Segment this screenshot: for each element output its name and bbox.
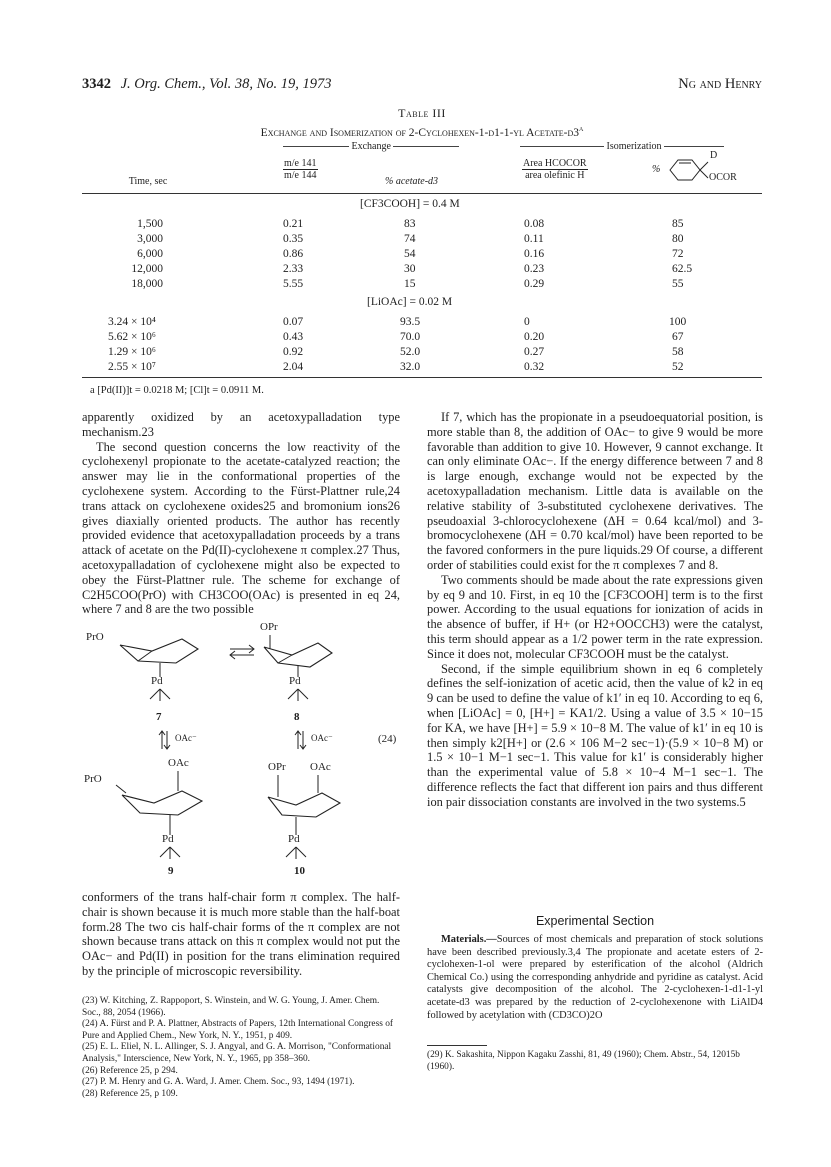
table-cell: 93.5 — [400, 316, 421, 328]
table-cell: 1.29 × 10⁶ — [108, 346, 156, 358]
table-cell: 5.55 — [283, 278, 304, 290]
references-left — [82, 996, 400, 1100]
ratio-numerator: m/e 141 — [284, 158, 317, 169]
running-header — [82, 76, 762, 96]
right-column — [427, 410, 763, 810]
table-cell: 80 — [672, 233, 684, 245]
table-cell: 52 — [672, 361, 684, 373]
scheme-label-oac-minus-left: OAc⁻ — [175, 733, 197, 743]
table-title-footnote-mark: a — [578, 124, 584, 133]
compound-label-7: 7 — [156, 711, 162, 723]
ratio-denominator: m/e 144 — [284, 170, 317, 181]
table-cell: 3.24 × 10⁴ — [108, 316, 156, 328]
paragraph: If 7, which has the propionate in a pseudoequatorial position, is more stable than 8, the addition of OAc− to give 9 would be more favorable than addition to give 10. However, 9 cannot exchange. It can only eliminate OAc−. If the energy difference between 7 and 8 is large enough, exchange would not be expected by the acetoxypalladation mechanism. Little data is available on the relative stability of 3-substituted cyclohexene derivatives. The pseudoaxial 3-chlorocyclohexene (ΔH = 0.64 kcal/mol) and 3-bromocyclohexene (ΔH = 0.70 kcal/mol) have been reported to be the favored conformers in the pure liquids.29 Of course, a different order of stabilities could exist for the π complexes 7 and 8. — [427, 410, 763, 572]
col-header-ratio — [283, 158, 318, 181]
table-cell: 67 — [672, 331, 684, 343]
experimental-materials — [427, 934, 763, 1022]
table-bottom-rule — [82, 377, 762, 378]
table-cell: 0.32 — [524, 361, 545, 373]
table-cell: 0 — [524, 316, 530, 328]
group-rule — [664, 146, 724, 147]
section-heading-experimental: Experimental Section — [535, 914, 655, 928]
scheme-label-pd8: Pd — [289, 675, 301, 687]
reaction-scheme-24 — [82, 621, 400, 883]
paragraph: Two comments should be made about the rate expressions given by eq 9 and 10. First, in eq 10 the [CF3COOH] term is to the first power. According to the usual equations for ionization of acids in the absence of buffer, if H+ (or H2+OOCCH3) were the catalyst, this term should appear as a 1/2 power term in the rate expression. Since it does not, molecular CF3COOH must be the catalyst. — [427, 572, 763, 661]
reference: (26) Reference 25, p 294. — [82, 1065, 178, 1076]
table-cell: 0.07 — [283, 316, 304, 328]
reference: (28) Reference 25, p 109. — [82, 1088, 178, 1099]
table-cell: 0.11 — [524, 233, 544, 245]
scheme-label-pro9: PrO — [84, 773, 102, 785]
table-title-text: Exchange and Isomerization of 2-Cyclohexen-1-d1-1-yl Acetate-d3 — [260, 126, 579, 139]
reference: (23) W. Kitching, Z. Rappoport, S. Winstein, and W. G. Young, J. Amer. Chem. Soc., 88, 2054 (1966). — [82, 996, 380, 1018]
left-column-bottom — [82, 890, 400, 979]
col-header-acetate: % acetate-d3 — [385, 176, 439, 187]
table-cell: 0.43 — [283, 331, 304, 343]
page-number: 3342 — [82, 76, 111, 92]
table-number: Table III — [398, 106, 446, 120]
deuterium-label: D — [710, 150, 718, 161]
group-rule — [520, 146, 604, 147]
table-cell: 12,000 — [131, 263, 163, 275]
table-cell: 0.27 — [524, 346, 545, 358]
table-cell: 54 — [404, 248, 416, 260]
col-header-time: Time, sec — [128, 176, 168, 187]
compound-label-10: 10 — [294, 865, 305, 877]
journal-citation: J. Org. Chem., Vol. 38, No. 19, 1973 — [120, 76, 332, 92]
table-cell: 1,500 — [137, 218, 163, 230]
scheme-label-opr10: OPr — [268, 761, 286, 773]
scheme-label-opr: OPr — [260, 621, 278, 633]
run-in-heading: Materials.— — [441, 934, 497, 945]
table-cell: 0.23 — [524, 263, 545, 275]
scheme-label-oac-minus-right: OAc⁻ — [311, 733, 333, 743]
table-cell: 0.20 — [524, 331, 545, 343]
scheme-label-oac10: OAc — [310, 761, 331, 773]
paragraph: conformers of the trans half-chair form π complex. The half-chair is shown because it is much more stable than the half-boat form.28 The two cis half-chair forms of the π complex are not shown because trans attack on this π complex would not put the OAc− and Pd(II) in position for the trans elimination required by the principle of microscopic reversibility. — [82, 890, 400, 978]
table-cell: 18,000 — [131, 278, 163, 290]
ocor-label: OCOR — [709, 172, 737, 183]
table-cell: 6,000 — [137, 248, 163, 260]
table-cell: 30 — [404, 263, 416, 275]
equation-number-24: (24) — [378, 733, 397, 745]
table-cell: 74 — [404, 233, 416, 245]
table-cell: 52.0 — [400, 346, 421, 358]
scheme-label-pd7: Pd — [151, 675, 163, 687]
cyclohexene-structure-icon — [664, 154, 710, 186]
table-cell: 55 — [672, 278, 684, 290]
table-cell: 0.21 — [283, 218, 304, 230]
section1-condition: [CF3COOH] = 0.4 M — [360, 198, 460, 210]
reference-29: (29) K. Sakashita, Nippon Kagaku Zasshi, 81, 49 (1960); Chem. Abstr., 54, 12015b (1960). — [427, 1050, 740, 1072]
table-cell: 3,000 — [137, 233, 163, 245]
percent-symbol: % — [652, 164, 661, 175]
materials-text: Sources of most chemicals and preparation of stock solutions have been described previously.3,4 The propionate and acetate esters of 2-cyclohexen-1-ol were prepared by esterification of the alcohol (Aldrich Chemical Co.) using the corresponding anhydride and pyridine as catalyst. Acid catalysts give decomposition of the alcohol. The 2-cyclohexen-1-d1-1-yl acetate-d3 was prepared by the reduction of 2-cyclohexenone with LiAlD4 followed by acetylation with (CD3CO)2O — [427, 934, 763, 1021]
table-cell: 62.5 — [672, 263, 693, 275]
group-header-exchange — [283, 141, 459, 152]
group-rule — [393, 146, 459, 147]
paragraph: apparently oxidized by an acetoxypalladation type mechanism.23 — [82, 410, 400, 439]
group-exchange-label: Exchange — [351, 141, 391, 152]
table-cell: 0.16 — [524, 248, 545, 260]
table-cell: 58 — [672, 346, 684, 358]
running-authors: Ng and Henry — [678, 76, 762, 92]
table-cell: 0.35 — [283, 233, 304, 245]
table-cell: 5.62 × 10⁶ — [108, 331, 156, 343]
area-numerator: Area HCOCOR — [523, 158, 587, 169]
reference: (25) E. L. Eliel, N. L. Allinger, S. J. Angyal, and G. A. Morrison, "Conformational Analysis," Interscience, New York, N. Y., 1965, pp 358–360. — [82, 1042, 392, 1064]
table-cell: 70.0 — [400, 331, 421, 343]
col-header-area — [522, 158, 588, 181]
col-header-isomer-structure — [648, 150, 768, 190]
table-cell: 0.92 — [283, 346, 304, 358]
table-cell: 0.08 — [524, 218, 545, 230]
scheme-label-pro: PrO — [86, 631, 104, 643]
table-cell: 100 — [669, 316, 687, 328]
table-cell: 2.55 × 10⁷ — [108, 361, 156, 373]
table-footnote: a [Pd(II)]t = 0.0218 M; [Cl]t = 0.0911 M. — [90, 385, 264, 396]
reference: (27) P. M. Henry and G. A. Ward, J. Amer. Chem. Soc., 93, 1494 (1971). — [82, 1077, 355, 1088]
compound-label-8: 8 — [294, 711, 300, 723]
section2-condition: [LiOAc] = 0.02 M — [367, 296, 453, 308]
table-cell: 0.29 — [524, 278, 545, 290]
group-isomerization-label: Isomerization — [606, 141, 662, 152]
table-title — [82, 124, 762, 139]
table-cell: 2.33 — [283, 263, 304, 275]
footnote-rule — [427, 1045, 487, 1046]
scheme-graphic — [82, 625, 400, 883]
area-denominator: area olefinic H — [525, 170, 585, 181]
table-cell: 85 — [672, 218, 684, 230]
group-rule — [283, 146, 349, 147]
paragraph: Second, if the simple equilibrium shown in eq 6 completely defines the self-ionization of acetic acid, then the value of k2 in eq 9 can be used to define the value of k1′ in eq 10. According to eq 6, when [LiOAc] = 0, [H+] = KA1/2. Using a value of 3.5 × 10−15 for KA, we have [H+] = 5.9 × 10−8 M. The value of k1′ in eq 10 is then simply k2[H+] or (2.6 × 106 M−2 sec−1)·(5.9 × 10−8 M) or 1.5 × 10−1 M−1 sec−1. This value for k1′ is considerably higher than the experimental value of 5.8 × 10−4 M−1 sec−1. The difference reflects the fact that different ion pairs and thus different ion pair dissociation constants are involved in the two systems.5 — [427, 661, 763, 809]
table-cell: 72 — [672, 248, 684, 260]
scheme-label-pd9: Pd — [162, 833, 174, 845]
table-cell: 32.0 — [400, 361, 421, 373]
scheme-label-pd10: Pd — [288, 833, 300, 845]
table-cell: 15 — [404, 278, 416, 290]
table-header-rule — [82, 193, 762, 194]
left-column-top — [82, 410, 400, 617]
paragraph: The second question concerns the low reactivity of the cyclohexenyl propionate to the acetate-catalyzed reaction; the answer may lie in the conformational properties of the cyclohexene system. According to the Fürst-Plattner rule,24 trans attack on cyclohexene oxides25 and bromonium ions26 gives diaxially oriented products. The author has recently provided evidence that acetoxypalladation proceeds by a trans attack of acetate on the Pd(II)-cyclohexene π complex.27 Thus, acetoxypalladation of cyclohexene might also be expected to obey the Fürst-Plattner rule. The scheme for exchange of C2H5COO(PrO) with CH3COO(OAc) is presented in eq 24, where 7 and 8 are the two possible — [82, 439, 400, 617]
table-cell: 83 — [404, 218, 416, 230]
compound-label-9: 9 — [168, 865, 174, 877]
reference: (24) A. Fürst and P. A. Plattner, Abstracts of Papers, 12th International Congress of Pure and Applied Chem., New York, N. Y., 1951, p 409. — [82, 1019, 394, 1041]
scheme-label-oac9: OAc — [168, 757, 189, 769]
table-cell: 2.04 — [283, 361, 304, 373]
table-cell: 0.86 — [283, 248, 304, 260]
